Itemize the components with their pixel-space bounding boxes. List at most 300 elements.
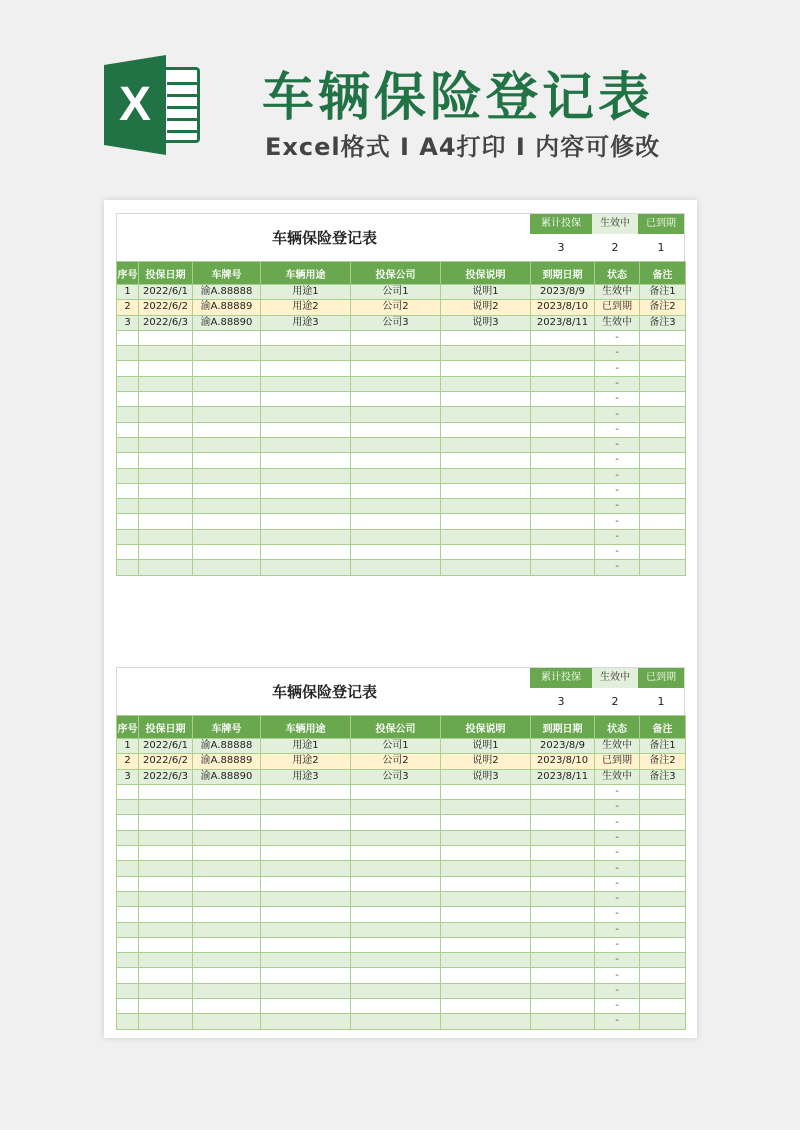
table-cell[interactable] xyxy=(139,330,193,345)
table-cell[interactable] xyxy=(193,330,261,345)
table-cell[interactable]: - xyxy=(595,514,640,529)
table-cell[interactable] xyxy=(117,1014,139,1029)
table-cell[interactable]: 2022/6/1 xyxy=(139,739,193,754)
table-cell[interactable]: - xyxy=(595,830,640,845)
table-cell[interactable] xyxy=(351,800,441,815)
table-cell[interactable] xyxy=(531,560,595,575)
table-cell[interactable] xyxy=(261,1014,351,1029)
table-cell[interactable] xyxy=(640,876,686,891)
table-cell[interactable]: - xyxy=(595,953,640,968)
table-cell[interactable]: - xyxy=(595,876,640,891)
table-cell[interactable] xyxy=(531,815,595,830)
table-cell[interactable]: 说明1 xyxy=(441,285,531,300)
table-cell[interactable] xyxy=(640,983,686,998)
table-cell[interactable] xyxy=(193,800,261,815)
table-cell[interactable]: - xyxy=(595,560,640,575)
table-cell[interactable] xyxy=(441,815,531,830)
table-cell[interactable]: 1 xyxy=(117,285,139,300)
table-cell[interactable] xyxy=(193,876,261,891)
table-cell[interactable] xyxy=(531,968,595,983)
table-cell[interactable]: 说明3 xyxy=(441,769,531,784)
table-cell[interactable]: 公司2 xyxy=(351,300,441,315)
table-cell[interactable] xyxy=(261,483,351,498)
table-cell[interactable] xyxy=(441,529,531,544)
table-cell[interactable] xyxy=(351,422,441,437)
table-cell[interactable] xyxy=(139,407,193,422)
table-cell[interactable] xyxy=(139,907,193,922)
table-cell[interactable] xyxy=(139,861,193,876)
table-cell[interactable] xyxy=(531,846,595,861)
table-cell[interactable]: 公司2 xyxy=(351,754,441,769)
table-cell[interactable] xyxy=(351,437,441,452)
table-cell[interactable]: 2022/6/3 xyxy=(139,769,193,784)
table-cell[interactable] xyxy=(117,330,139,345)
table-cell[interactable] xyxy=(531,953,595,968)
table-cell[interactable]: - xyxy=(595,937,640,952)
table-cell[interactable]: 已到期 xyxy=(595,754,640,769)
table-cell[interactable] xyxy=(193,422,261,437)
table-cell[interactable]: 公司1 xyxy=(351,285,441,300)
table-cell[interactable]: 2023/8/9 xyxy=(531,285,595,300)
table-cell[interactable] xyxy=(193,937,261,952)
table-cell[interactable]: - xyxy=(595,983,640,998)
table-cell[interactable] xyxy=(531,876,595,891)
table-cell[interactable] xyxy=(531,483,595,498)
table-cell[interactable] xyxy=(193,983,261,998)
table-cell[interactable]: 生效中 xyxy=(595,285,640,300)
table-cell[interactable]: - xyxy=(595,861,640,876)
table-cell[interactable] xyxy=(441,499,531,514)
table-cell[interactable] xyxy=(261,815,351,830)
table-cell[interactable] xyxy=(117,453,139,468)
table-cell[interactable] xyxy=(139,891,193,906)
table-cell[interactable] xyxy=(193,968,261,983)
table-cell[interactable] xyxy=(441,545,531,560)
table-cell[interactable] xyxy=(117,891,139,906)
table-cell[interactable] xyxy=(441,1014,531,1029)
table-cell[interactable] xyxy=(261,346,351,361)
table-cell[interactable] xyxy=(441,861,531,876)
table-cell[interactable]: 公司3 xyxy=(351,769,441,784)
table-cell[interactable] xyxy=(531,891,595,906)
table-cell[interactable] xyxy=(640,800,686,815)
table-cell[interactable] xyxy=(640,376,686,391)
table-cell[interactable]: - xyxy=(595,407,640,422)
table-cell[interactable] xyxy=(261,784,351,799)
table-cell[interactable] xyxy=(640,891,686,906)
table-cell[interactable] xyxy=(193,830,261,845)
table-cell[interactable] xyxy=(193,376,261,391)
table-cell[interactable] xyxy=(261,800,351,815)
table-cell[interactable] xyxy=(193,514,261,529)
table-cell[interactable]: 渝A.88889 xyxy=(193,300,261,315)
table-cell[interactable] xyxy=(193,1014,261,1029)
table-cell[interactable] xyxy=(441,560,531,575)
table-cell[interactable] xyxy=(441,407,531,422)
table-cell[interactable] xyxy=(117,953,139,968)
table-cell[interactable] xyxy=(640,514,686,529)
table-cell[interactable] xyxy=(441,983,531,998)
table-cell[interactable] xyxy=(531,861,595,876)
table-cell[interactable] xyxy=(441,846,531,861)
table-cell[interactable]: 公司1 xyxy=(351,739,441,754)
table-cell[interactable]: 用途3 xyxy=(261,769,351,784)
table-cell[interactable] xyxy=(640,361,686,376)
table-cell[interactable] xyxy=(261,437,351,452)
table-cell[interactable] xyxy=(117,483,139,498)
table-cell[interactable]: 1 xyxy=(117,739,139,754)
table-cell[interactable] xyxy=(441,800,531,815)
table-cell[interactable] xyxy=(193,891,261,906)
table-cell[interactable]: 渝A.88888 xyxy=(193,739,261,754)
table-cell[interactable] xyxy=(531,468,595,483)
table-cell[interactable] xyxy=(351,784,441,799)
table-cell[interactable] xyxy=(261,545,351,560)
table-cell[interactable]: - xyxy=(595,529,640,544)
table-cell[interactable] xyxy=(640,1014,686,1029)
table-cell[interactable] xyxy=(531,453,595,468)
table-cell[interactable]: 已到期 xyxy=(595,300,640,315)
table-cell[interactable] xyxy=(441,422,531,437)
table-cell[interactable]: - xyxy=(595,891,640,906)
table-cell[interactable] xyxy=(351,453,441,468)
table-cell[interactable] xyxy=(117,422,139,437)
table-cell[interactable] xyxy=(139,468,193,483)
table-cell[interactable] xyxy=(640,784,686,799)
table-cell[interactable]: 渝A.88888 xyxy=(193,285,261,300)
table-cell[interactable] xyxy=(640,545,686,560)
table-cell[interactable] xyxy=(441,514,531,529)
table-cell[interactable]: 公司3 xyxy=(351,315,441,330)
table-cell[interactable] xyxy=(139,560,193,575)
table-cell[interactable] xyxy=(261,407,351,422)
table-cell[interactable] xyxy=(139,545,193,560)
table-cell[interactable] xyxy=(261,983,351,998)
table-cell[interactable] xyxy=(261,529,351,544)
table-cell[interactable] xyxy=(261,891,351,906)
table-cell[interactable] xyxy=(139,876,193,891)
table-cell[interactable]: 渝A.88890 xyxy=(193,315,261,330)
table-cell[interactable] xyxy=(351,861,441,876)
table-cell[interactable] xyxy=(531,346,595,361)
table-cell[interactable] xyxy=(261,999,351,1014)
table-cell[interactable] xyxy=(193,483,261,498)
table-cell[interactable] xyxy=(193,361,261,376)
table-cell[interactable] xyxy=(261,968,351,983)
table-cell[interactable] xyxy=(441,483,531,498)
table-cell[interactable]: 2023/8/9 xyxy=(531,739,595,754)
table-cell[interactable] xyxy=(117,468,139,483)
table-cell[interactable] xyxy=(640,815,686,830)
table-cell[interactable]: 备注3 xyxy=(640,315,686,330)
table-cell[interactable] xyxy=(351,907,441,922)
table-cell[interactable] xyxy=(261,937,351,952)
table-cell[interactable] xyxy=(441,999,531,1014)
table-cell[interactable]: - xyxy=(595,499,640,514)
table-cell[interactable]: 用途3 xyxy=(261,315,351,330)
table-cell[interactable] xyxy=(351,968,441,983)
table-cell[interactable] xyxy=(351,361,441,376)
table-cell[interactable] xyxy=(261,907,351,922)
table-cell[interactable] xyxy=(640,346,686,361)
table-cell[interactable]: - xyxy=(595,545,640,560)
table-cell[interactable] xyxy=(351,483,441,498)
table-cell[interactable] xyxy=(193,437,261,452)
table-cell[interactable] xyxy=(640,953,686,968)
table-cell[interactable] xyxy=(441,784,531,799)
table-cell[interactable] xyxy=(139,361,193,376)
table-cell[interactable]: 生效中 xyxy=(595,315,640,330)
table-cell[interactable] xyxy=(261,422,351,437)
table-cell[interactable] xyxy=(531,784,595,799)
table-cell[interactable] xyxy=(193,815,261,830)
table-cell[interactable] xyxy=(117,968,139,983)
table-cell[interactable] xyxy=(261,861,351,876)
table-cell[interactable] xyxy=(531,361,595,376)
table-cell[interactable]: - xyxy=(595,483,640,498)
table-cell[interactable] xyxy=(117,361,139,376)
table-cell[interactable] xyxy=(193,907,261,922)
table-cell[interactable] xyxy=(139,529,193,544)
table-cell[interactable]: - xyxy=(595,392,640,407)
table-cell[interactable] xyxy=(117,545,139,560)
table-cell[interactable] xyxy=(193,560,261,575)
table-cell[interactable]: 3 xyxy=(117,769,139,784)
table-cell[interactable] xyxy=(351,830,441,845)
table-cell[interactable]: 用途2 xyxy=(261,300,351,315)
table-cell[interactable]: 生效中 xyxy=(595,739,640,754)
table-cell[interactable] xyxy=(640,861,686,876)
table-cell[interactable] xyxy=(441,891,531,906)
table-cell[interactable] xyxy=(139,968,193,983)
table-cell[interactable]: 2023/8/11 xyxy=(531,769,595,784)
table-cell[interactable] xyxy=(351,560,441,575)
table-cell[interactable] xyxy=(351,392,441,407)
table-cell[interactable]: 2022/6/3 xyxy=(139,315,193,330)
table-cell[interactable]: - xyxy=(595,922,640,937)
table-cell[interactable]: 2023/8/11 xyxy=(531,315,595,330)
table-cell[interactable] xyxy=(531,499,595,514)
table-cell[interactable] xyxy=(261,361,351,376)
table-cell[interactable] xyxy=(531,545,595,560)
table-cell[interactable] xyxy=(351,983,441,998)
table-cell[interactable] xyxy=(193,392,261,407)
table-cell[interactable] xyxy=(441,437,531,452)
table-cell[interactable] xyxy=(351,545,441,560)
table-cell[interactable] xyxy=(139,483,193,498)
table-cell[interactable] xyxy=(441,922,531,937)
table-cell[interactable] xyxy=(441,468,531,483)
table-cell[interactable] xyxy=(261,453,351,468)
table-cell[interactable] xyxy=(351,376,441,391)
table-cell[interactable] xyxy=(193,529,261,544)
table-cell[interactable] xyxy=(261,499,351,514)
table-cell[interactable] xyxy=(139,422,193,437)
table-cell[interactable] xyxy=(117,830,139,845)
table-cell[interactable] xyxy=(640,937,686,952)
table-cell[interactable] xyxy=(139,846,193,861)
table-cell[interactable] xyxy=(441,330,531,345)
table-cell[interactable] xyxy=(640,330,686,345)
table-cell[interactable]: 生效中 xyxy=(595,769,640,784)
table-cell[interactable] xyxy=(117,346,139,361)
table-cell[interactable] xyxy=(531,830,595,845)
table-cell[interactable] xyxy=(261,514,351,529)
table-cell[interactable] xyxy=(351,999,441,1014)
table-cell[interactable] xyxy=(531,999,595,1014)
table-cell[interactable]: 渝A.88890 xyxy=(193,769,261,784)
table-cell[interactable] xyxy=(261,330,351,345)
table-cell[interactable] xyxy=(117,922,139,937)
table-cell[interactable] xyxy=(640,437,686,452)
table-cell[interactable] xyxy=(193,499,261,514)
table-cell[interactable] xyxy=(351,407,441,422)
table-cell[interactable] xyxy=(441,968,531,983)
table-cell[interactable]: 用途1 xyxy=(261,285,351,300)
table-cell[interactable] xyxy=(261,376,351,391)
table-cell[interactable] xyxy=(193,861,261,876)
table-cell[interactable] xyxy=(640,846,686,861)
table-cell[interactable] xyxy=(441,907,531,922)
table-cell[interactable] xyxy=(193,922,261,937)
table-cell[interactable] xyxy=(139,1014,193,1029)
table-cell[interactable] xyxy=(139,784,193,799)
table-cell[interactable] xyxy=(117,514,139,529)
table-cell[interactable] xyxy=(117,437,139,452)
table-cell[interactable] xyxy=(351,922,441,937)
table-cell[interactable]: - xyxy=(595,968,640,983)
table-cell[interactable]: - xyxy=(595,361,640,376)
table-cell[interactable] xyxy=(193,453,261,468)
table-cell[interactable] xyxy=(531,1014,595,1029)
table-cell[interactable] xyxy=(640,560,686,575)
table-cell[interactable] xyxy=(117,392,139,407)
table-cell[interactable] xyxy=(351,499,441,514)
table-cell[interactable] xyxy=(351,876,441,891)
table-cell[interactable] xyxy=(531,422,595,437)
table-cell[interactable] xyxy=(139,922,193,937)
table-cell[interactable] xyxy=(531,922,595,937)
table-cell[interactable]: - xyxy=(595,346,640,361)
table-cell[interactable] xyxy=(139,376,193,391)
table-cell[interactable] xyxy=(640,468,686,483)
table-cell[interactable]: 2022/6/2 xyxy=(139,754,193,769)
table-cell[interactable] xyxy=(640,453,686,468)
table-cell[interactable] xyxy=(351,891,441,906)
table-cell[interactable] xyxy=(531,800,595,815)
table-cell[interactable] xyxy=(531,514,595,529)
table-cell[interactable] xyxy=(441,346,531,361)
table-cell[interactable] xyxy=(193,468,261,483)
table-cell[interactable]: 3 xyxy=(117,315,139,330)
table-cell[interactable] xyxy=(351,330,441,345)
table-cell[interactable] xyxy=(117,560,139,575)
table-cell[interactable] xyxy=(351,346,441,361)
table-cell[interactable] xyxy=(640,830,686,845)
table-cell[interactable]: - xyxy=(595,784,640,799)
table-cell[interactable] xyxy=(441,453,531,468)
table-cell[interactable]: 用途2 xyxy=(261,754,351,769)
table-cell[interactable] xyxy=(441,953,531,968)
table-cell[interactable]: 渝A.88889 xyxy=(193,754,261,769)
table-cell[interactable] xyxy=(531,529,595,544)
table-cell[interactable] xyxy=(139,437,193,452)
table-cell[interactable]: 说明2 xyxy=(441,754,531,769)
table-cell[interactable] xyxy=(193,999,261,1014)
table-cell[interactable]: - xyxy=(595,846,640,861)
table-cell[interactable] xyxy=(117,407,139,422)
table-cell[interactable]: 备注1 xyxy=(640,285,686,300)
table-cell[interactable] xyxy=(441,830,531,845)
table-cell[interactable] xyxy=(117,876,139,891)
table-cell[interactable]: 2023/8/10 xyxy=(531,754,595,769)
table-cell[interactable] xyxy=(351,937,441,952)
table-cell[interactable]: - xyxy=(595,437,640,452)
table-cell[interactable] xyxy=(117,846,139,861)
table-cell[interactable]: 2023/8/10 xyxy=(531,300,595,315)
table-cell[interactable] xyxy=(193,407,261,422)
table-cell[interactable]: - xyxy=(595,468,640,483)
table-cell[interactable] xyxy=(261,392,351,407)
table-cell[interactable] xyxy=(351,1014,441,1029)
table-cell[interactable] xyxy=(139,953,193,968)
table-cell[interactable] xyxy=(351,468,441,483)
table-cell[interactable] xyxy=(117,861,139,876)
table-cell[interactable] xyxy=(193,346,261,361)
table-cell[interactable]: 2 xyxy=(117,300,139,315)
table-cell[interactable] xyxy=(117,800,139,815)
table-cell[interactable] xyxy=(117,376,139,391)
table-cell[interactable] xyxy=(139,392,193,407)
table-cell[interactable] xyxy=(139,453,193,468)
table-cell[interactable] xyxy=(531,983,595,998)
table-cell[interactable]: 备注3 xyxy=(640,769,686,784)
table-cell[interactable] xyxy=(117,815,139,830)
table-cell[interactable] xyxy=(117,937,139,952)
table-cell[interactable] xyxy=(640,392,686,407)
table-cell[interactable] xyxy=(261,953,351,968)
table-cell[interactable]: - xyxy=(595,815,640,830)
table-cell[interactable] xyxy=(117,907,139,922)
table-cell[interactable] xyxy=(441,376,531,391)
table-cell[interactable] xyxy=(640,999,686,1014)
table-cell[interactable] xyxy=(261,846,351,861)
table-cell[interactable] xyxy=(261,922,351,937)
table-cell[interactable] xyxy=(139,999,193,1014)
table-cell[interactable] xyxy=(193,953,261,968)
table-cell[interactable]: - xyxy=(595,376,640,391)
table-cell[interactable] xyxy=(139,983,193,998)
table-cell[interactable] xyxy=(117,529,139,544)
table-cell[interactable] xyxy=(531,392,595,407)
table-cell[interactable] xyxy=(139,937,193,952)
table-cell[interactable] xyxy=(441,937,531,952)
table-cell[interactable] xyxy=(139,800,193,815)
table-cell[interactable] xyxy=(351,514,441,529)
table-cell[interactable] xyxy=(351,815,441,830)
table-cell[interactable] xyxy=(531,376,595,391)
table-cell[interactable] xyxy=(640,499,686,514)
table-cell[interactable]: - xyxy=(595,422,640,437)
table-cell[interactable] xyxy=(139,346,193,361)
table-cell[interactable]: 用途1 xyxy=(261,739,351,754)
table-cell[interactable]: - xyxy=(595,800,640,815)
table-cell[interactable] xyxy=(531,437,595,452)
table-cell[interactable]: 备注2 xyxy=(640,300,686,315)
table-cell[interactable] xyxy=(531,407,595,422)
table-cell[interactable] xyxy=(117,499,139,514)
table-cell[interactable] xyxy=(351,953,441,968)
